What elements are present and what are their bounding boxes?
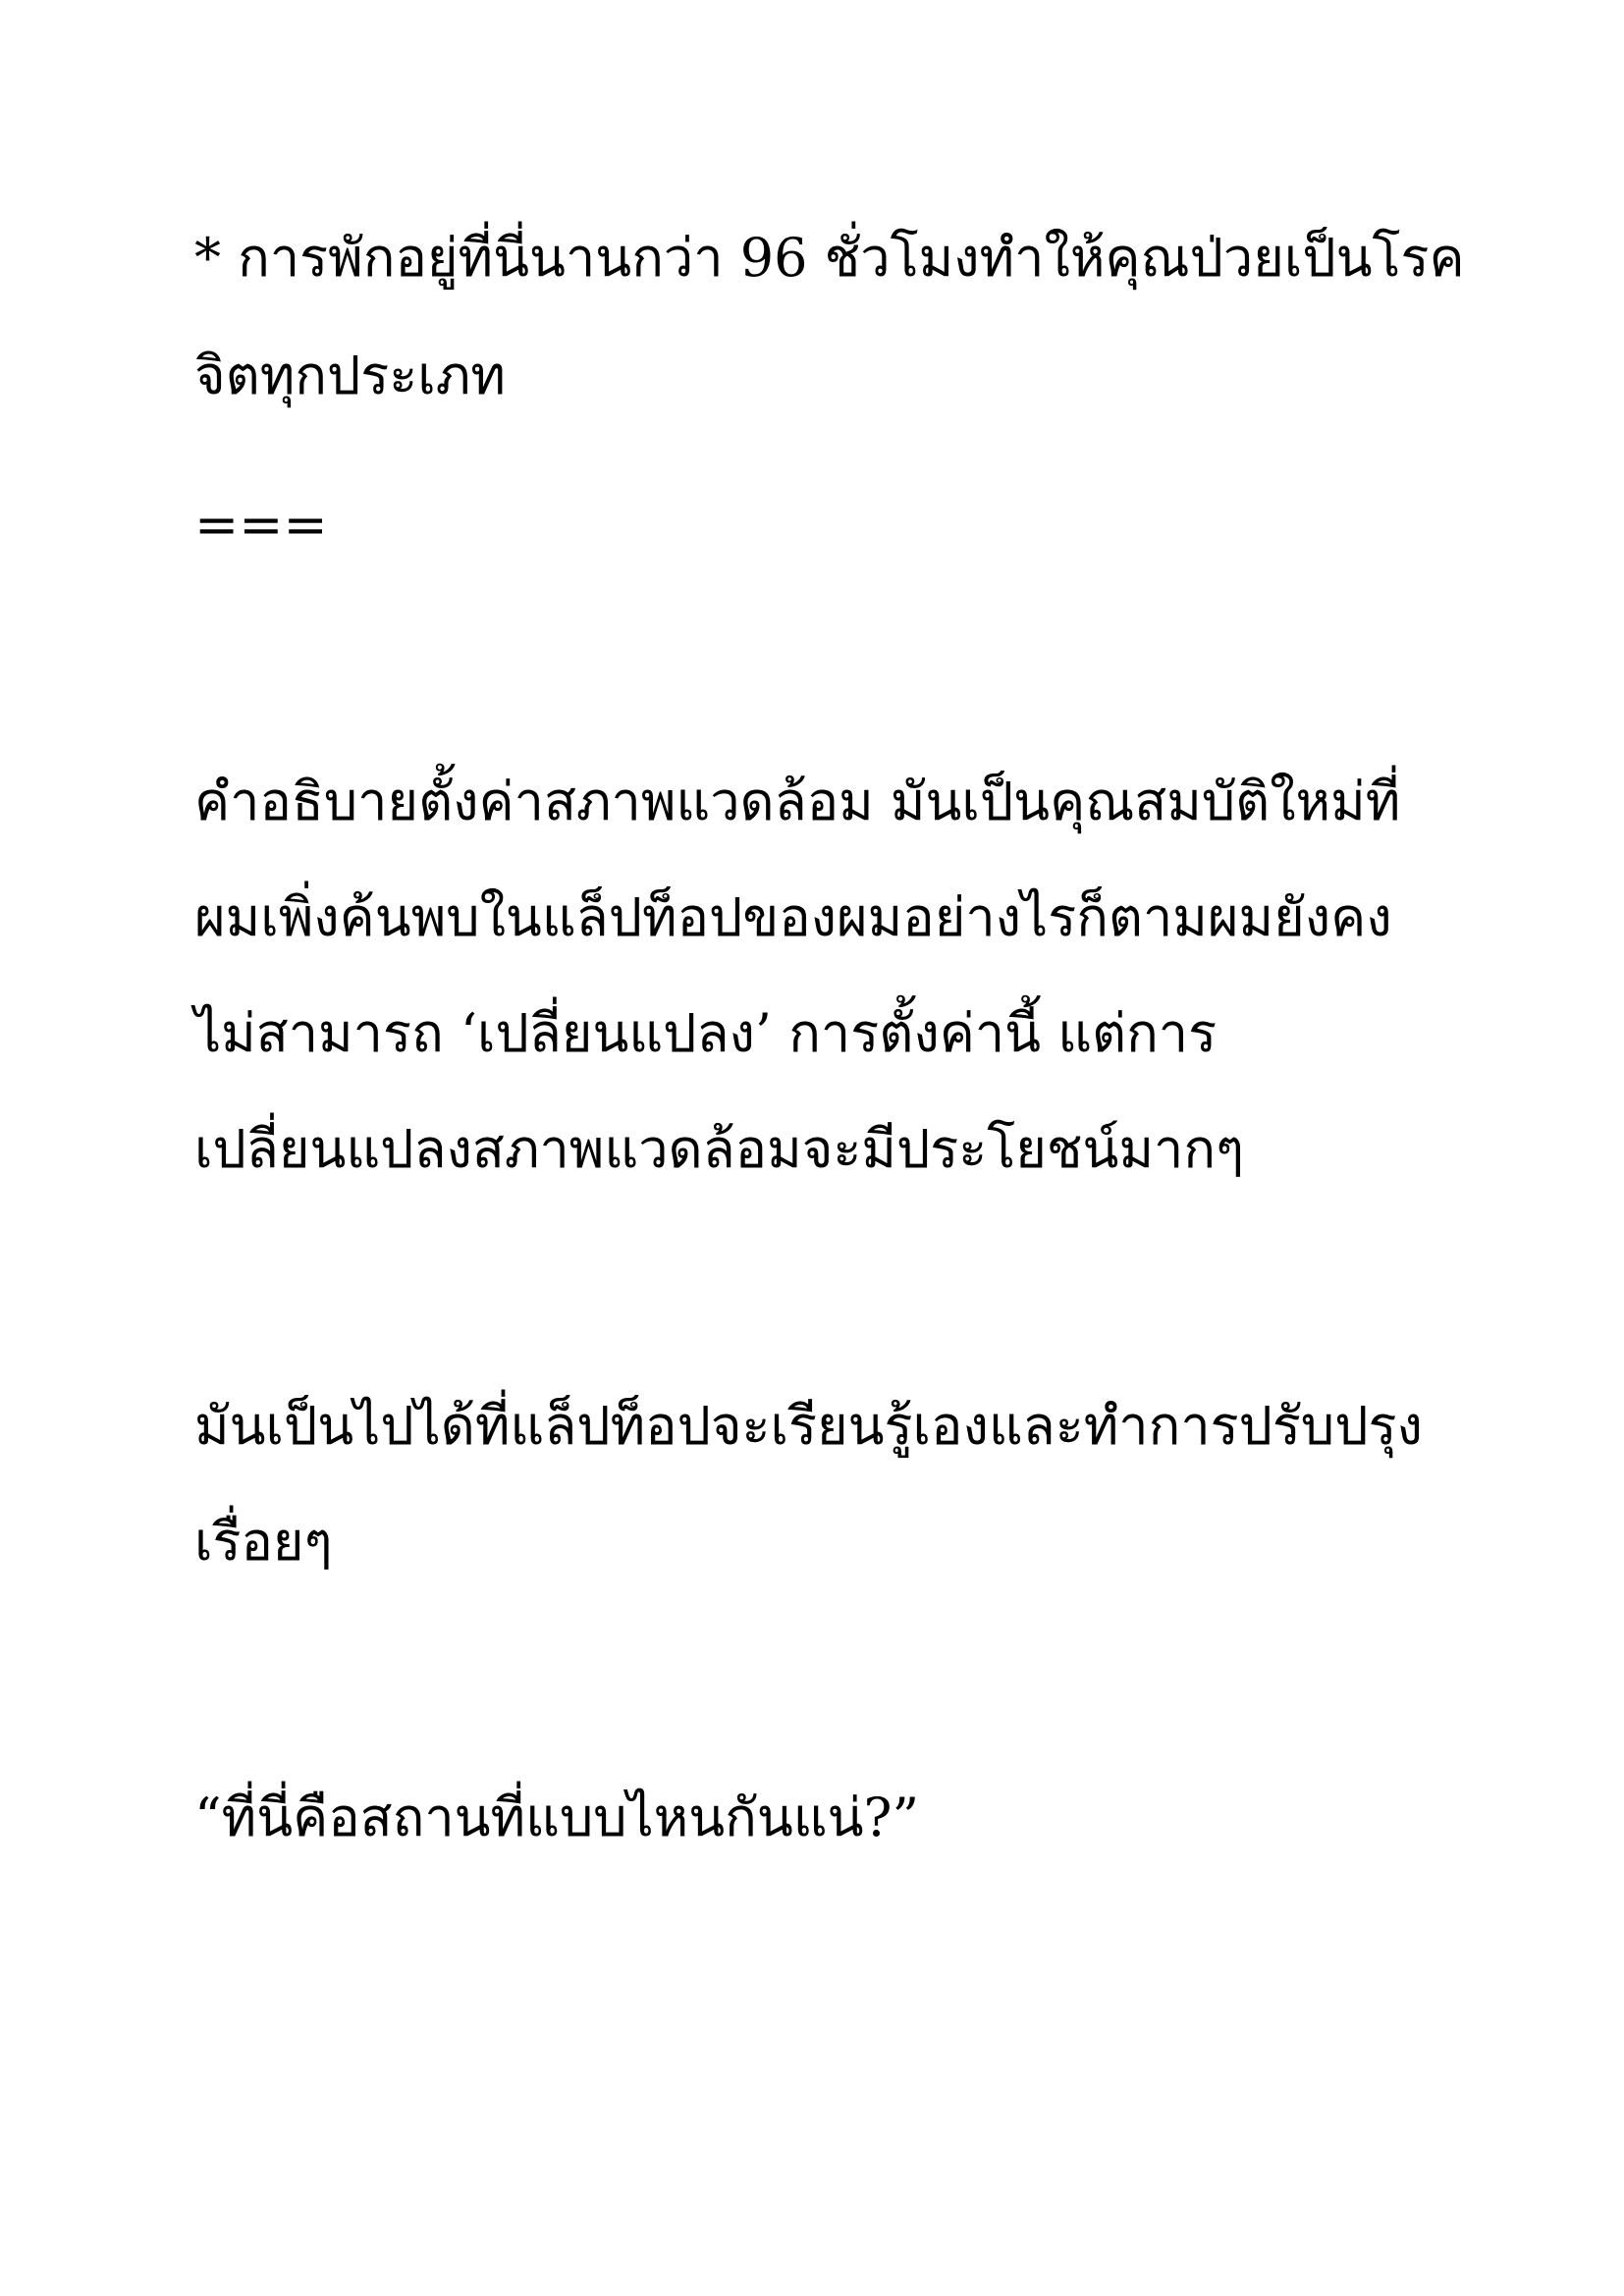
paragraph-line: * การพักอยู่ที่นี่นานกว่า 96 ชั่วโมงทำให้คุณป่วยเป็นโรค [194, 227, 1465, 289]
dialogue-line: “ที่นี่คือสถานที่แบบไหนกันแน่?” [194, 1787, 920, 1848]
paragraph-line: มันเป็นไปได้ที่แล็ปท็อปจะเรียนรู้เองและทำการปรับปรุง [194, 1395, 1423, 1457]
section-separator: === [194, 494, 328, 556]
paragraph-line: เรื่อยๆ [194, 1511, 333, 1573]
paragraph-line: คำอธิบายตั้งค่าสภาพแวดล้อม มันเป็นคุณสมบัติใหม่ที่ [194, 771, 1401, 832]
paragraph-line: ผมเพิ่งค้นพบในแล็ปท็อปของผมอย่างไรก็ตามผมยังคง [194, 886, 1392, 948]
paragraph-line: จิตทุกประเภท [194, 345, 506, 406]
paragraph-line: ไม่สามารถ ‘เปลี่ยนแปลง’ การตั้งค่านี้ แต่การ [194, 1002, 1218, 1064]
paragraph-line: เปลี่ยนแปลงสภาพแวดล้อมจะมีประโยชน์มากๆ [194, 1118, 1245, 1180]
